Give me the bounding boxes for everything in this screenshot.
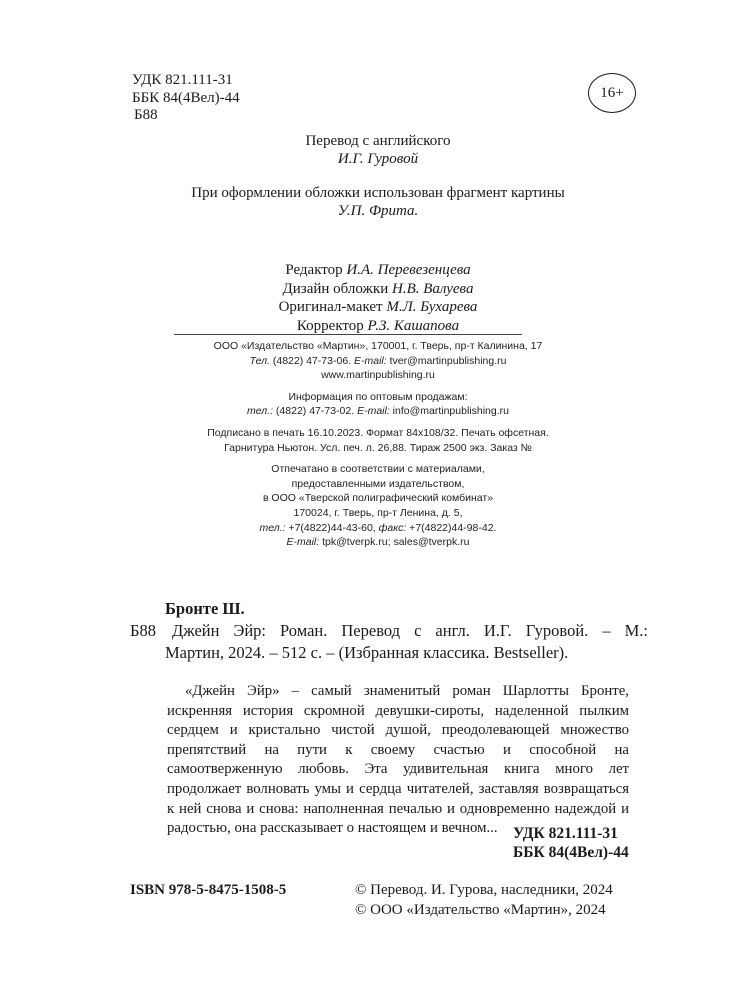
- printer-contacts: тел.: +7(4822)44-43-60, факс: +7(4822)44-98-42.: [259, 521, 497, 534]
- staff-name: М.Л. Бухарева: [386, 299, 478, 315]
- udk-code: УДК 821.111-31: [513, 825, 618, 842]
- imprint-block: [0, 339, 756, 550]
- cover-artist-name: У.П. Фрита.: [337, 203, 419, 219]
- printer-email: E-mail: tpk@tverpk.ru; sales@tverpk.ru: [286, 536, 470, 549]
- print-info-line1: Подписано в печать 16.10.2023. Формат 84х108/32. Печать офсетная.: [207, 426, 549, 439]
- entry-author: Бронте Ш.: [165, 599, 245, 618]
- staff-name: Н.В. Валуева: [391, 280, 474, 297]
- copyright-notices: [355, 880, 613, 920]
- classification-codes-top: [132, 72, 240, 125]
- bbk-code: ББК 84(4Вел)-44: [132, 89, 240, 106]
- divider-rule: [174, 334, 522, 335]
- classification-codes-bottom: [513, 824, 629, 862]
- bbk-code: ББК 84(4Вел)-44: [513, 844, 629, 861]
- staff-name: Р.З. Кашапова: [367, 317, 460, 334]
- author-mark: Б88: [134, 107, 158, 123]
- staff-row-cover-design: [0, 280, 756, 299]
- staff-role: Дизайн обложки: [282, 280, 389, 297]
- translator-name: И.Г. Гуровой: [337, 151, 419, 167]
- publisher-contacts: Тел. (4822) 47-73-06. E-mail: tver@martinpublishing.ru: [249, 354, 507, 367]
- staff-row-editor: [0, 261, 756, 280]
- staff-role: Корректор: [296, 317, 364, 334]
- age-rating-badge: 16+: [588, 73, 636, 113]
- bibliographic-entry: [130, 598, 650, 664]
- staff-row-proofreader: [0, 317, 756, 336]
- isbn-number: ISBN 978-5-8475-1508-5: [130, 882, 287, 898]
- entry-title-line: Джейн Эйр: Роман. Перевод с англ. И.Г. Гуровой. – М.:: [172, 621, 648, 640]
- udk-code: УДК 821.111-31: [132, 72, 233, 88]
- cover-art-note: [0, 184, 756, 220]
- publisher-address: ООО «Издательство «Мартин», 170001, г. Тверь, пр-т Калинина, 17: [213, 340, 543, 352]
- translation-credit: [0, 132, 756, 168]
- cover-note-line: При оформлении обложки использован фрагмент картины: [191, 185, 565, 201]
- printer-line2: предоставленными издательством,: [291, 477, 465, 490]
- staff-credits: [0, 261, 756, 335]
- printer-line1: Отпечатано в соответствии с материалами,: [271, 463, 485, 476]
- wholesale-heading: Информация по оптовым продажам:: [288, 390, 468, 403]
- annotation-paragraph: «Джейн Эйр» – самый знаменитый роман Шарлотты Бронте, искренняя история скромной девушки-сироты, наделенной пылким сердцем и кристально чистой душой, преодолевающей множество препятствий на пути к своему счастью и способной на самоотверженную любовь. Эта удивительная книга много лет продолжает волновать умы и сердца читателей, заставляя возвращаться к ней снова и снова: наполненная печалью и одновременно надеждой и радостью, она рассказывает о настоящем и вечном...: [167, 683, 629, 837]
- staff-name: И.А. Перевезенцева: [346, 262, 471, 278]
- print-info-line2: Гарнитура Ньютон. Усл. печ. л. 26,88. Тираж 2500 экз. Заказ №: [224, 441, 532, 454]
- wholesale-contacts: тел.: (4822) 47-73-02. E-mail: info@martinpublishing.ru: [247, 405, 509, 418]
- translation-line: Перевод с английского: [305, 133, 451, 149]
- entry-publication-line: Мартин, 2024. – 512 с. – (Избранная классика. Bestseller).: [165, 643, 569, 662]
- publisher-website: www.martinpublishing.ru: [321, 369, 435, 382]
- staff-role: Оригинал-макет: [278, 299, 383, 315]
- printer-line3: в ООО «Тверской полиграфический комбинат»: [262, 492, 494, 505]
- printer-line4: 170024, г. Тверь, пр-т Ленина, д. 5,: [293, 506, 463, 519]
- copyright-line: © Перевод. И. Гурова, наследники, 2024: [355, 882, 613, 898]
- entry-author-mark: Б88: [130, 621, 156, 640]
- staff-role: Редактор: [285, 262, 343, 278]
- copyright-line: © ООО «Издательство «Мартин», 2024: [355, 902, 606, 918]
- staff-row-layout: [0, 298, 756, 317]
